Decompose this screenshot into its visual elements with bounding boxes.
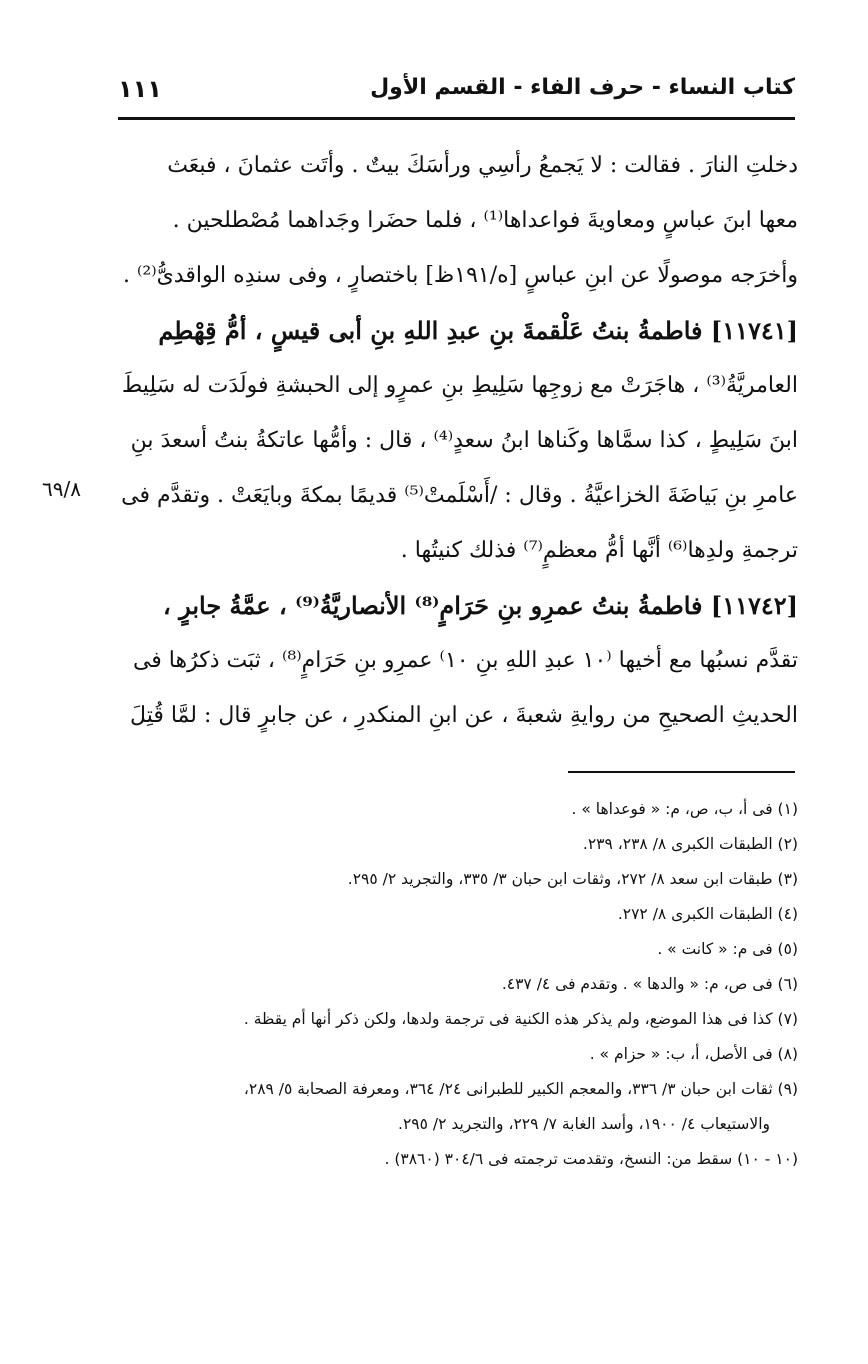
margin-reference: ٦٩/٨ xyxy=(42,477,81,501)
text-line: معها ابنَ عباسٍ ومعاويةَ فواعداها⁽¹⁾ ، فلما حضَرا وجَداهما مُصْطلحين . xyxy=(172,208,798,233)
footnote: (٩) ثقات ابن حبان ٣/ ٣٣٦، والمعجم الكبير للطبرانى ٢٤/ ٣٦٤، ومعرفة الصحابة ٥/ ٢٨٩، xyxy=(243,1080,798,1098)
text-line: تقدَّم نسبُها مع أخيها ⁽١٠ عبدِ اللهِ بنِ ١٠⁾ عمرِو بنِ حَرَامٍ⁽⁸⁾ ، ثبَت ذكرُها فى xyxy=(132,648,798,673)
footnote: (٣) طبقات ابن سعد ٨/ ٢٧٢، وثقات ابن حبان ٣/ ٣٣٥، والتجريد ٢/ ٢٩٥. xyxy=(347,870,798,888)
entry-heading-11742: [١١٧٤٢] فاطمةُ بنتُ عمرِو بنِ حَرَامٍ⁽⁸⁾ الأنصاريَّةُ⁽⁹⁾ ، عمَّةُ جابرٍ ، xyxy=(163,591,798,620)
footnote-continuation: والاستيعاب ٤/ ١٩٠٠، وأسد الغابة ٧/ ٢٢٩، والتجريد ٢/ ٢٩٥. xyxy=(398,1115,770,1133)
text-line: ابنَ سَلِيطٍ ، كذا سمَّاها وكَناها ابنُ سعدٍ⁽⁴⁾ ، قال : وأمُّها عاتكةُ بنتُ أسعدَ بنِ xyxy=(130,428,798,453)
footnote: (٨) فى الأصل، أ، ب: « حزام » . xyxy=(589,1045,798,1063)
page-number: ١١١ xyxy=(118,75,162,103)
footnote: (٦) فى ص، م: « والدها » . وتقدم فى ٤/ ٤٣٧. xyxy=(501,975,798,993)
footnote: (١) فى أ، ب، ص، م: « فوعداها » . xyxy=(571,800,798,818)
text-line: وأخرَجه موصولًا عن ابنِ عباسٍ [ه/١٩١ظ] باختصارٍ ، وفى سندِه الواقدىُّ⁽²⁾ . xyxy=(122,263,798,288)
page-header xyxy=(118,69,795,121)
entry-heading-11741: [١١٧٤١] فاطمةُ بنتُ عَلْقمةَ بنِ عبدِ اللهِ بنِ أبى قيسٍ ، أمُّ قِهْطِم xyxy=(158,316,798,345)
text-line: الحديثِ الصحيحِ من روايةِ شعبةَ ، عن ابنِ المنكدرِ ، عن جابرٍ قال : لمَّا قُتِلَ xyxy=(130,703,798,728)
running-head: كتاب النساء - حرف الفاء - القسم الأول xyxy=(370,75,795,100)
footnotes xyxy=(108,792,798,1177)
text-line: ترجمةِ ولدِها⁽⁶⁾ أنَّها أمُّ معظمٍ⁽⁷⁾ فذلك كنيتُها . xyxy=(400,538,798,563)
text-line: دخلتِ النارَ . فقالت : لا يَجمعُ رأسِي ورأسَكَ بيتٌ . وأتَت عثمانَ ، فبعَث xyxy=(167,153,798,178)
footnote: (٤) الطبقات الكبرى ٨/ ٢٧٢. xyxy=(617,905,798,923)
text-line: العامريَّةُ⁽³⁾ ، هاجَرَتْ مع زوجِها سَلِيطِ بنِ عمرٍو إلى الحبشةِ فولَدَت له سَلِيطَ xyxy=(121,373,798,398)
header-rule xyxy=(118,117,795,120)
text-line: عامرِ بنِ بَياضَةَ الخزاعيَّةُ . وقال : /أَسْلَمتْ⁽⁵⁾ قديمًا بمكةَ وبايَعَتْ . وتقدَّم فى xyxy=(121,483,798,508)
main-text xyxy=(108,138,798,743)
footnote-rule xyxy=(568,771,795,773)
footnote: (١٠ - ١٠) سقط من: النسخ، وتقدمت ترجمته فى ٣٠٤/٦ (٣٨٦٠) . xyxy=(384,1150,798,1168)
footnote: (٧) كذا فى هذا الموضع، ولم يذكر هذه الكنية فى ترجمة ولدها، ولكن ذكر أنها أم يقظة . xyxy=(243,1010,798,1028)
footnote: (٢) الطبقات الكبرى ٨/ ٢٣٨، ٢٣٩. xyxy=(582,835,798,853)
footnote: (٥) فى م: « كانت » . xyxy=(657,940,798,958)
